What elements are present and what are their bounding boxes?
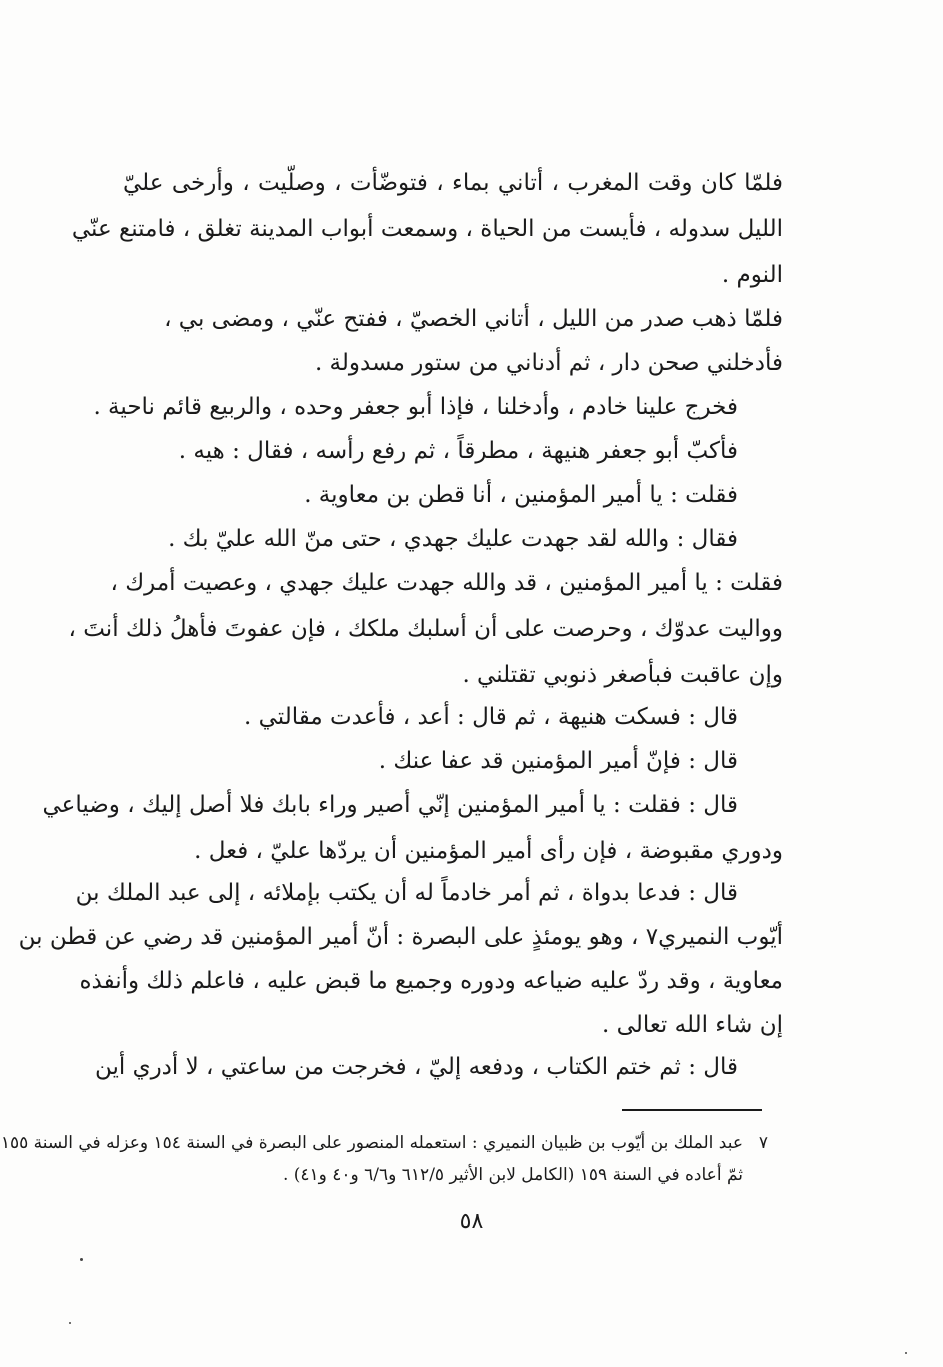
text-line: فخرج علينا خادم ، وأدخلنا ، فإذا أبو جعفر وحده ، والربيع قائم ناحية . bbox=[93, 394, 738, 420]
text-line: النوم . bbox=[721, 262, 783, 288]
text-line: قال : ثم ختم الكتاب ، ودفعه إليّ ، فخرجت من ساعتي ، لا أدري أين bbox=[94, 1054, 738, 1080]
text-line: قال : فسكت هنيهة ، ثم قال : أعد ، فأعدت مقالتي . bbox=[244, 704, 738, 730]
text-line: قال : فقلت : يا أمير المؤمنين إنّي أصير وراء بابك فلا أصل إليك ، وضياعي bbox=[42, 792, 738, 818]
text-line: إن شاء الله تعالى . bbox=[602, 1012, 783, 1038]
text-line: أيّوب النميري٧ ، وهو يومئذٍ على البصرة : أنّ أمير المؤمنين قد رضي عن قطن بن bbox=[18, 924, 783, 950]
footnote-number: ٧ bbox=[758, 1133, 768, 1153]
text-line: فلمّا ذهب صدر من الليل ، أتاني الخصيّ ، ففتح عنّي ، ومضى بي ، bbox=[164, 306, 783, 332]
text-line: قال : فدعا بدواة ، ثم أمر خادماً له أن يكتب بإملائه ، إلى عبد الملك بن bbox=[75, 880, 738, 906]
text-line: فقلت : يا أمير المؤمنين ، قد والله جهدت عليك جهدي ، وعصيت أمرك ، bbox=[110, 570, 783, 596]
text-line: فأكبّ أبو جعفر هنيهة ، مطرقاً ، ثم رفع رأسه ، فقال : هيه . bbox=[178, 438, 738, 464]
text-line: وواليت عدوّك ، وحرصت على أن أسلبك ملكك ، فإن عفوتَ فأهلُ ذلك أنتَ ، bbox=[68, 616, 783, 642]
text-line: وإن عاقبت فبأصغر ذنوبي تقتلني . bbox=[462, 662, 783, 688]
page-number: ٥٨ bbox=[459, 1209, 484, 1234]
text-line: فلمّا كان وقت المغرب ، أتاني بماء ، فتوضّأت ، وصلّيت ، وأرخى عليّ bbox=[123, 170, 783, 196]
footnote-line: ثمّ أعاده في السنة ١٥٩ (الكامل لابن الأثير ٦١٢/٥ و٦/٦ و٤٠ و٤١) . bbox=[282, 1165, 743, 1185]
text-line: قال : فإنّ أمير المؤمنين قد عفا عنك . bbox=[378, 748, 738, 774]
footnote-separator bbox=[622, 1109, 762, 1111]
footnote-line: عبد الملك بن أيّوب بن ظبيان النميري : استعمله المنصور على البصرة في السنة ١٥٤ وعزله في السنة ١٥٥ bbox=[0, 1133, 743, 1153]
text-line: معاوية ، وقد ردّ عليه ضياعه ودوره وجميع ما قبض عليه ، فاعلم ذلك وأنفذه bbox=[79, 968, 783, 994]
scan-speck bbox=[905, 1352, 907, 1354]
text-line: فأدخلني صحن دار ، ثم أدناني من ستور مسدولة . bbox=[314, 350, 783, 376]
text-line: الليل سدوله ، فأيست من الحياة ، وسمعت أبواب المدينة تغلق ، فامتنع عنّي bbox=[71, 216, 783, 242]
text-line: فقال : والله لقد جهدت عليك جهدي ، حتى منّ الله عليّ بك . bbox=[168, 526, 738, 552]
scan-speck bbox=[80, 1258, 83, 1261]
text-line: فقلت : يا أمير المؤمنين ، أنا قطن بن معاوية . bbox=[304, 482, 738, 508]
scan-speck bbox=[69, 1322, 71, 1324]
text-line: ودوري مقبوضة ، فإن رأى أمير المؤمنين أن يردّها عليّ ، فعل . bbox=[194, 838, 783, 864]
